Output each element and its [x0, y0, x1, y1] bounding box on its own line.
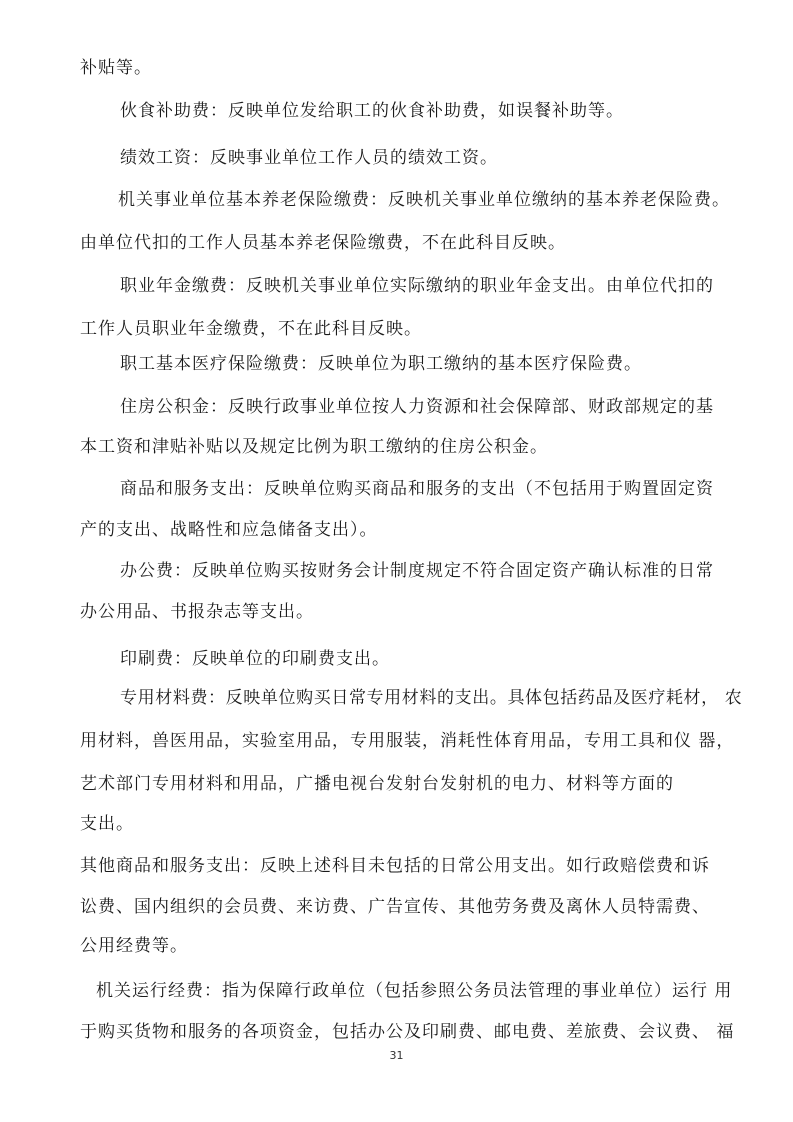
text-line-21: 讼费、国内组织的会员费、来访费、广告宣传、其他劳务费及离休人员特需费、: [80, 897, 710, 917]
text-line-3: 绩效工资：反映事业单位工作人员的绩效工资。: [120, 148, 498, 168]
text-line-18: 艺术部门专用材料和用品，广播电视台发射台发射机的电力、材料等方面的: [80, 774, 674, 794]
text-line-2: 伙食补助费：反映单位发给职工的伙食补助费，如误餐补助等。: [120, 101, 624, 121]
text-line-11: 商品和服务支出：反映单位购买商品和服务的支出（不包括用于购置固定资: [120, 479, 714, 499]
text-line-17: 用材料，兽医用品，实验室用品，专用服装，消耗性体育用品，专用工具和仪 器，: [80, 731, 735, 751]
text-line-14: 办公用品、书报杂志等支出。: [80, 602, 314, 622]
text-line-20: 其他商品和服务支出：反映上述科目未包括的日常公用支出。如行政赔偿费和诉: [80, 856, 710, 876]
page-number: 31: [389, 1049, 404, 1062]
text-line-5: 由单位代扣的工作人员基本养老保险缴费，不在此科目反映。: [80, 233, 566, 253]
text-line-4: 机关事业单位基本养老保险缴费：反映机关事业单位缴纳的基本养老保险费。: [118, 190, 730, 210]
text-line-15: 印刷费：反映单位的印刷费支出。: [120, 649, 390, 669]
text-line-7: 工作人员职业年金缴费，不在此科目反映。: [80, 319, 422, 339]
text-line-1: 补贴等。: [80, 58, 152, 78]
text-line-13: 办公费：反映单位购买按财务会计制度规定不符合固定资产确认标准的日常: [120, 561, 714, 581]
text-line-23: 机关运行经费：指为保障行政单位（包括参照公务员法管理的事业单位）运行 用: [96, 981, 733, 1001]
text-line-19: 支出。: [80, 814, 134, 834]
text-line-6: 职业年金缴费：反映机关事业单位实际缴纳的职业年金支出。由单位代扣的: [120, 276, 714, 296]
text-line-22: 公用经费等。: [80, 936, 188, 956]
text-line-8: 职工基本医疗保险缴费：反映单位为职工缴纳的基本医疗保险费。: [120, 354, 642, 374]
text-line-9: 住房公积金：反映行政事业单位按人力资源和社会保障部、财政部规定的基: [120, 397, 714, 417]
text-line-16: 专用材料费：反映单位购买日常专用材料的支出。具体包括药品及医疗耗材， 农: [120, 688, 743, 708]
text-line-12: 产的支出、战略性和应急储备支出）。: [80, 520, 378, 540]
text-line-24: 于购买货物和服务的各项资金，包括办公及印刷费、邮电费、差旅费、会议费、 福: [80, 1022, 735, 1042]
text-line-10: 本工资和津贴补贴以及规定比例为职工缴纳的住房公积金。: [80, 437, 548, 457]
